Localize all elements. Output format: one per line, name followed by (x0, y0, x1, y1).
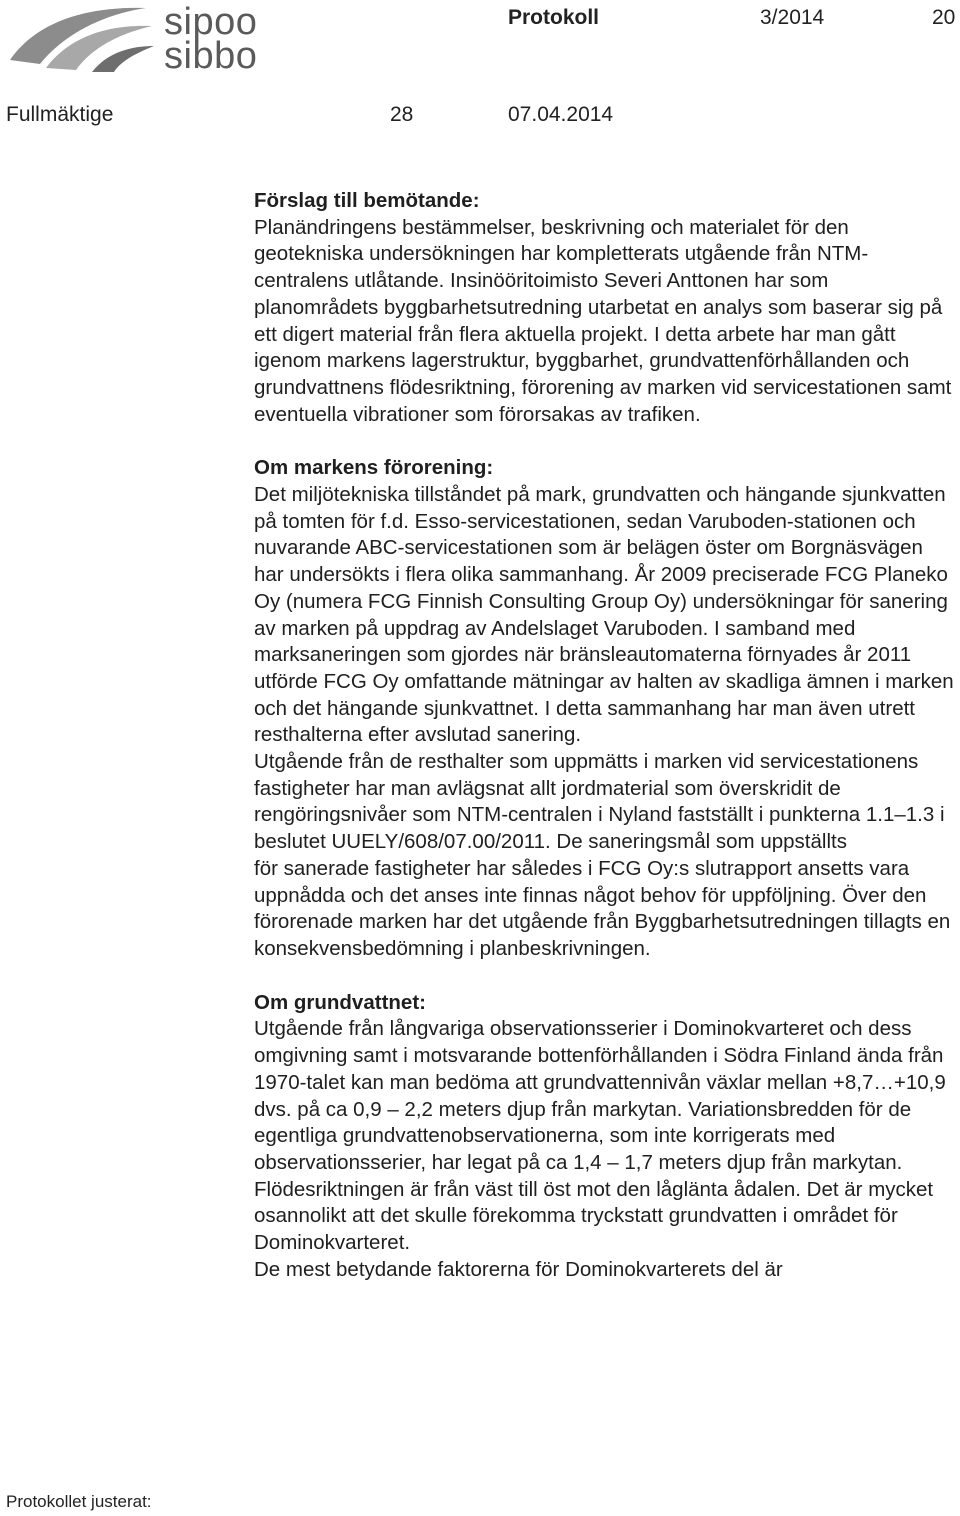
protocol-checked-label: Protokollet justerat: (6, 1492, 152, 1511)
document-number: 3/2014 (760, 6, 825, 29)
logo-text-top: sipoo (164, 1, 258, 43)
meeting-date: 07.04.2014 (508, 103, 614, 126)
paragraph: Utgående från långvariga observationsserier i Dominokvarteret och dess omgivning samt i motsvarande bottenförhållanden i Södra Finland ända från 1970-talet kan man bedöma att grundvattennivån växlar mellan +8,7…+10,9 dvs. på ca 0,9 – 2,2 meters djup från markytan. Variationsbredden för de egentliga grundvattenobservationerna, som inte korrigerats med observationsserier, har legat på ca 1,4 – 1,7 meters djup från markytan. Flödesriktningen är från väst till öst mot den låglänta ådalen. Det är mycket osannolikt att det skulle förekomma tryckstatt grundvatten i området för Dominokvarteret. (254, 1017, 946, 1255)
sipoo-sibbo-logo (6, 1, 266, 77)
section-heading-groundwater: Om grundvattnet: (254, 990, 426, 1014)
paragraph: Det miljötekniska tillståndet på mark, grundvatten och hängande sjunkvatten på tomten för f.d. Esso-servicestationen, sedan Varuboden-stationen och nuvarande ABC-servicestationen som är belägen öster om Borgnäsvägen har undersökts i flera olika sammanhang. År 2009 preciserade FCG Planeko Oy (numera FCG Finnish Consulting Group Oy) undersökningar för sanering av marken på uppdrag av Andelslaget Varuboden. I samband med marksaneringen som gjordes när bränsleautomaterna förnyades år 2011 utförde FCG Oy omfattande mätningar av halten av skadliga ämnen i marken och det hängande sjunkvattnet. I detta sammanhang har man även utrett resthalterna efter avslutad sanering. (254, 483, 954, 747)
paragraph: Planändringens bestämmelser, beskrivning och materialet för den geotekniska undersökningen har kompletterats utgående från NTM-centralens utlåtande. Insinööritoimisto Severi Anttonen har som planområdets byggbarhetsutredning utarbetat en analys som baserar sig på ett digert material från flera aktuella projekt. I detta arbete har man gått igenom markens lagerstruktur, byggbarhet, grundvattenförhållanden och grundvattnens flödesriktning, förorening av marken vid servicestationen samt eventuella vibrationer som förorsakas av trafiken. (254, 215, 952, 426)
section-heading-soil-contamination: Om markens förorening: (254, 456, 494, 480)
paragraph: Utgående från de resthalter som uppmätts i marken vid servicestationens fastigheter har man avlägsnat allt jordmaterial som överskridit de rengöringsnivåer som NTM-centralen i Nyland fastställt i punkterna 1.1–1.3 i beslutet UUELY/608/07.00/2011. De saneringsmål som uppställts (254, 750, 945, 854)
page-number: 20 (932, 6, 956, 29)
logo-swoosh-icon (6, 2, 156, 74)
logo-text-bottom: sibbo (164, 35, 258, 77)
meeting-body: Fullmäktige (6, 103, 114, 126)
section-heading-proposal: Förslag till bemötande: (254, 189, 480, 212)
document-type: Protokoll (508, 6, 600, 29)
section-number: 28 (390, 103, 414, 126)
paragraph: för sanerade fastigheter har således i FCG Oy:s slutrapport ansetts vara uppnådda och det anses inte finnas något behov för uppföljning. Över den förorenade marken har det utgående från Byggbarhetsutredningen tillagts en konsekvensbedömning i planbeskrivningen. (254, 856, 951, 960)
paragraph: De mest betydande faktorerna för Dominokvarterets del är (254, 1257, 783, 1281)
document-body (254, 188, 954, 1283)
